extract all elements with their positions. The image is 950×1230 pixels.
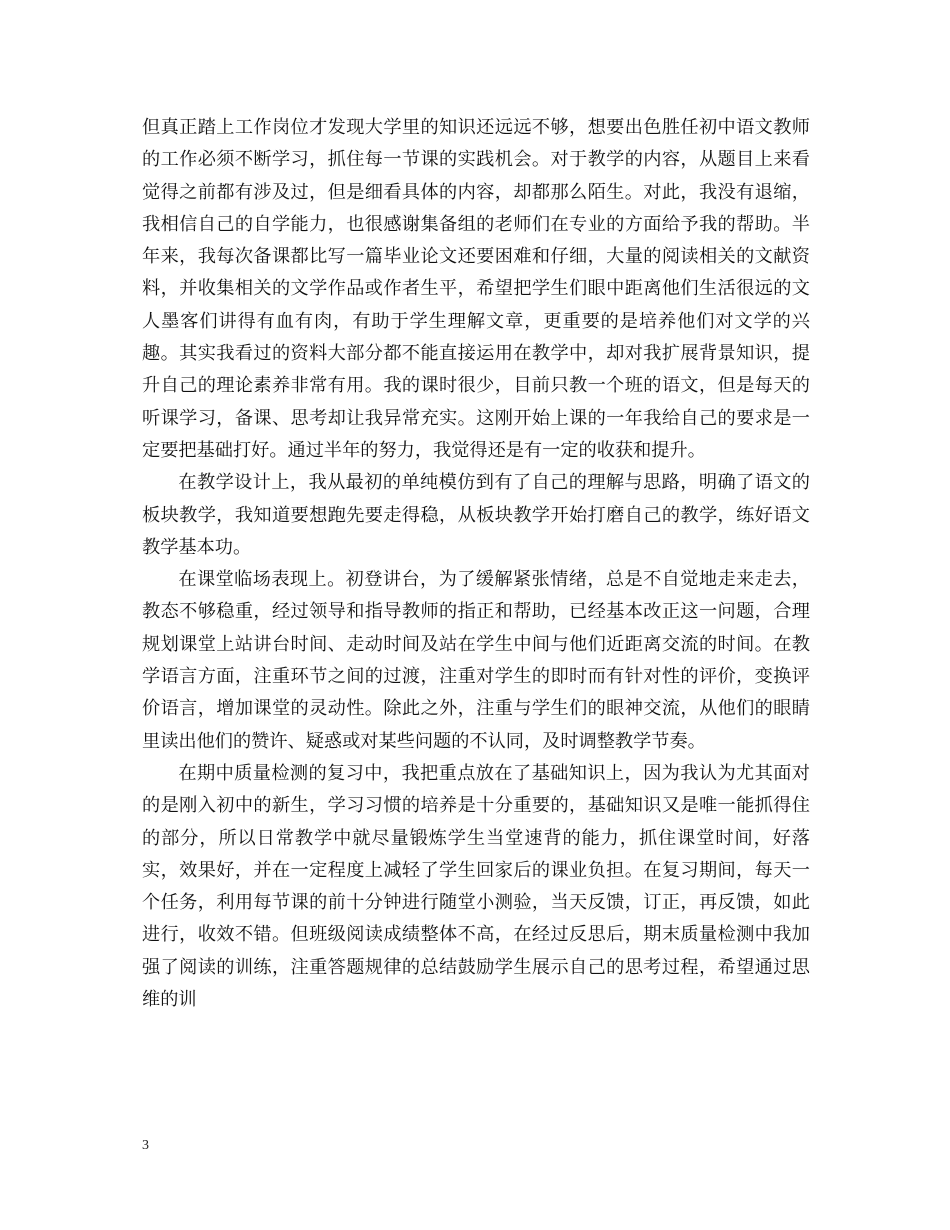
page-number: 3	[142, 1138, 149, 1153]
document-body	[142, 112, 810, 1016]
paragraph-4: 在期中质量检测的复习中，我把重点放在了基础知识上，因为我认为尤其面对的是刚入初中的新生，学习习惯的培养是十分重要的，基础知识又是唯一能抓得住的部分，所以日常教学中就尽量锻炼学生当堂速背的能力，抓住课堂时间，好落实，效果好，并在一定程度上减轻了学生回家后的课业负担。在复习期间，每天一个任务，利用每节课的前十分钟进行随堂小测验，当天反馈，订正，再反馈，如此进行，收效不错。但班级阅读成绩整体不高，在经过反思后，期末质量检测中我加强了阅读的训练，注重答题规律的总结鼓励学生展示自己的思考过程，希望通过思维的训	[142, 762, 810, 1011]
paragraph-2: 在教学设计上，我从最初的单纯模仿到有了自己的理解与思路，明确了语文的板块教学，我知道要想跑先要走得稳，从板块教学开始打磨自己的教学，练好语文教学基本功。	[142, 472, 810, 558]
paragraph-3: 在课堂临场表现上。初登讲台，为了缓解紧张情绪，总是不自觉地走来走去，教态不够稳重，经过领导和指导教师的指正和帮助，已经基本改正这一问题，合理规划课堂上站讲台时间、走动时间及站在学生中间与他们近距离交流的时间。在教学语言方面，注重环节之间的过渡，注重对学生的即时而有针对性的评价，变换评价语言，增加课堂的灵动性。除此之外，注重与学生们的眼神交流，从他们的眼睛里读出他们的赞许、疑惑或对某些问题的不认同，及时调整教学节奏。	[142, 569, 810, 752]
paragraph-1: 但真正踏上工作岗位才发现大学里的知识还远远不够，想要出色胜任初中语文教师的工作必须不断学习，抓住每一节课的实践机会。对于教学的内容，从题目上来看觉得之前都有涉及过，但是细看具体的内容，却都那么陌生。对此，我没有退缩，我相信自己的自学能力，也很感谢集备组的老师们在专业的方面给予我的帮助。半年来，我每次备课都比写一篇毕业论文还要困难和仔细，大量的阅读相关的文献资料，并收集相关的文学作品或作者生平，希望把学生们眼中距离他们生活很远的文人墨客们讲得有血有肉，有助于学生理解文章，更重要的是培养他们对文学的兴趣。其实我看过的资料大部分都不能直接运用在教学中，却对我扩展背景知识，提升自己的理论素养非常有用。我的课时很少，目前只教一个班的语文，但是每天的听课学习，备课、思考却让我异常充实。这刚开始上课的一年我给自己的要求是一定要把基础打好。通过半年的努力，我觉得还是有一定的收获和提升。	[142, 117, 810, 461]
